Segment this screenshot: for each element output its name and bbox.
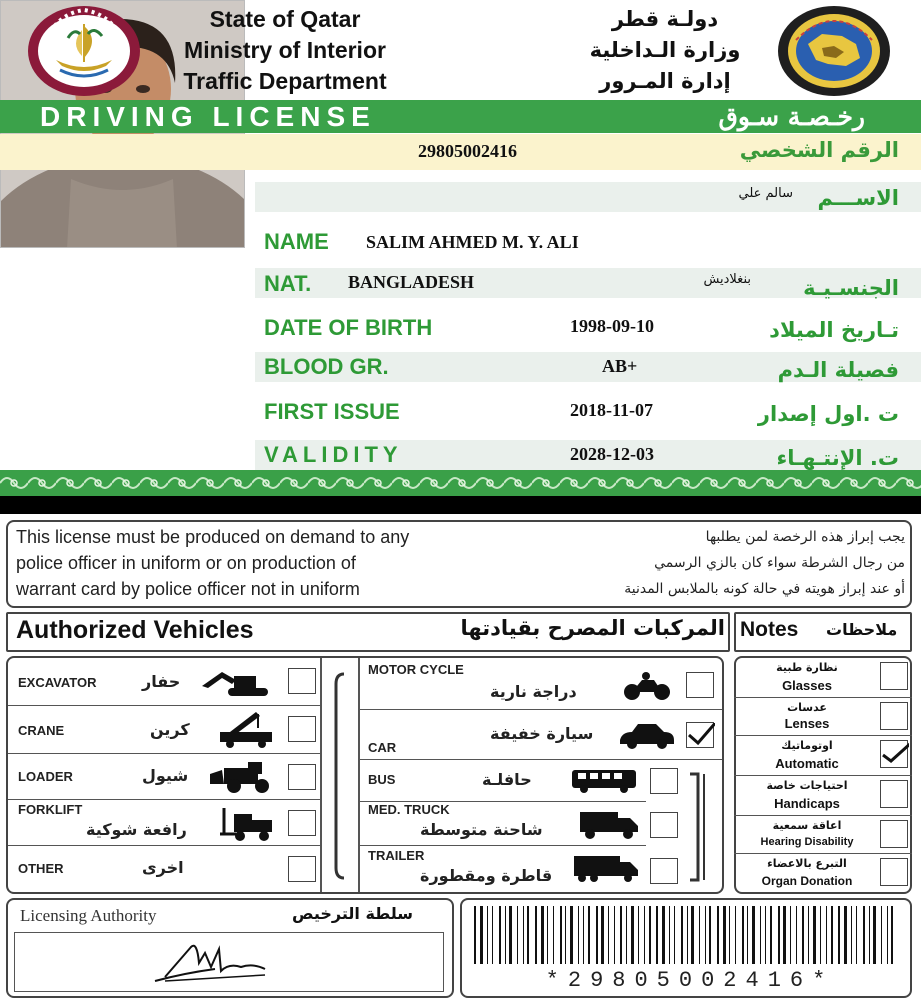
vehicle-label: MED. TRUCK <box>368 802 450 817</box>
note-label: Hearing Disability <box>760 836 854 848</box>
barcode-bar <box>891 906 893 964</box>
validity-label-ar: ت. الإنتـهـاء <box>776 446 899 470</box>
personal-number: 29805002416 <box>418 141 517 161</box>
vehicle-row-crane <box>8 706 320 754</box>
barcode-bar <box>578 906 579 964</box>
loader-checkbox[interactable] <box>288 764 316 790</box>
vehicle-row-bus <box>360 760 646 802</box>
notice-line-en: warrant card by police officer not in uniform <box>16 579 360 599</box>
note-row-organ-donation <box>734 854 912 894</box>
bus-icon <box>570 768 638 794</box>
authorized-vehicles-title: Authorized Vehicles <box>16 616 254 644</box>
barcode-bar <box>820 906 821 964</box>
barcode-bar <box>620 906 622 964</box>
personal-number-label-ar: الرقم الشخصي <box>739 138 899 162</box>
barcode-bar <box>492 906 493 964</box>
barcode-bar <box>856 906 857 964</box>
barcode-bar <box>560 906 562 964</box>
bus-checkbox[interactable] <box>650 768 678 794</box>
dob-label: DATE OF BIRTH <box>264 315 433 340</box>
decorative-pattern <box>0 470 921 496</box>
first-issue-label-ar: ت .اول إصدار <box>757 402 899 426</box>
nationality-value: BANGLADESH <box>348 272 475 292</box>
barcode-bar <box>790 906 791 964</box>
barcode-bar <box>535 906 537 964</box>
barcode-bar <box>869 906 870 964</box>
gcc-seal-icon <box>776 4 892 98</box>
barcode-bar <box>851 906 852 964</box>
barcode-bar <box>735 906 736 964</box>
barcode-bar <box>601 906 604 964</box>
note-row-automatic <box>734 736 912 776</box>
barcode-number: *29805002416* <box>545 968 835 993</box>
vehicle-row-loader <box>8 754 320 800</box>
excavator-icon <box>198 666 274 698</box>
nationality-label: NAT. <box>264 271 312 296</box>
name-value: SALIM AHMED M. Y. ALI <box>366 232 579 252</box>
vehicle-row-car <box>360 710 722 760</box>
vehicle-row-trailer <box>360 846 646 892</box>
header-ministry: Ministry of Interior <box>184 37 386 63</box>
barcode-bar <box>499 906 501 964</box>
notice-line-ar: يجب إبراز هذه الرخصة لمن يطلبها <box>705 529 905 545</box>
note-label-ar: احتياجات خاصة <box>766 779 848 792</box>
vehicle-label-ar: قاطرة ومقطورة <box>420 866 553 885</box>
barcode-bar <box>608 906 609 964</box>
barcode-bar <box>480 906 483 964</box>
barcode-bar <box>626 906 627 964</box>
document-title: DRIVING LICENSE <box>40 101 376 132</box>
header-state: State of Qatar <box>209 6 361 32</box>
vehicle-label-ar: دراجة نارية <box>490 682 577 701</box>
vehicle-row-motorcycle <box>360 658 722 710</box>
notice-line-ar: أو عند إبراز هويته في حالة كونه بالملابس المدنية <box>624 581 905 597</box>
barcode-bar <box>752 906 755 964</box>
vehicle-row-excavator <box>8 658 320 706</box>
barcode-bar <box>631 906 634 964</box>
other-checkbox[interactable] <box>288 856 316 882</box>
barcode-bar <box>565 906 566 964</box>
barcode-bar <box>873 906 876 964</box>
excavator-checkbox[interactable] <box>288 668 316 694</box>
note-label-ar: اوتوماتيك <box>781 739 833 752</box>
barcode-bar <box>709 906 711 964</box>
barcode-bar <box>644 906 645 964</box>
vehicle-label: CRANE <box>18 723 65 738</box>
document-title-ar: رخـصـة سـوق <box>718 102 865 131</box>
blood-label: BLOOD GR. <box>264 354 389 379</box>
barcode-bar <box>588 906 590 964</box>
name-label-ar: الاســـم <box>817 186 899 210</box>
barcode-bar <box>770 906 772 964</box>
vehicle-label: LOADER <box>18 769 73 784</box>
header-ministry-ar: وزارة الـداخلية <box>589 38 741 62</box>
validity-value: 2028-12-03 <box>570 444 654 464</box>
vehicle-label-ar: اخرى <box>142 858 184 877</box>
motorcycle-checkbox[interactable] <box>686 672 714 698</box>
notes-title-ar: ملاحظات <box>826 620 898 639</box>
vehicle-label: CAR <box>368 740 397 755</box>
barcode-bar <box>596 906 598 964</box>
barcode-bar <box>844 906 847 964</box>
car-icon <box>616 722 676 750</box>
trailer-icon <box>572 854 640 884</box>
barcode-bar <box>760 906 761 964</box>
barcode-bar <box>687 906 688 964</box>
barcode-bar <box>691 906 694 964</box>
note-label: Handicaps <box>774 796 840 811</box>
truck-icon <box>578 810 640 840</box>
barcode-bar <box>765 906 766 964</box>
barcode-bar <box>723 906 726 964</box>
barcode-bar <box>547 906 548 964</box>
vehicle-label-ar: حافلـة <box>482 770 532 789</box>
barcode-bar <box>669 906 670 964</box>
header-department: Traffic Department <box>183 68 387 94</box>
note-row-glasses <box>734 658 912 698</box>
barcode-bar <box>474 906 476 964</box>
barcode-bar <box>656 906 658 964</box>
barcode-bar <box>614 906 615 964</box>
vehicle-label-ar: حفار <box>142 672 181 691</box>
notice-line-en: This license must be produced on demand to any <box>16 527 410 547</box>
automatic-checkbox[interactable] <box>880 740 908 768</box>
vehicle-label-ar: شاحنة متوسطة <box>420 820 543 839</box>
vehicle-label-ar: رافعة شوكية <box>86 820 187 839</box>
barcode-bar <box>541 906 544 964</box>
barcode-bar <box>649 906 651 964</box>
vehicle-label: FORKLIFT <box>18 802 83 817</box>
header-department-ar: إدارة المـرور <box>599 69 731 93</box>
notes-title: Notes <box>740 618 799 641</box>
validity-label: VALIDITY <box>264 442 403 467</box>
handicaps-checkbox[interactable] <box>880 780 908 808</box>
barcode-bar <box>783 906 786 964</box>
vehicle-label: BUS <box>368 772 396 787</box>
barcode-bar <box>570 906 573 964</box>
pattern-icon <box>0 470 921 496</box>
barcode-bar <box>802 906 804 964</box>
barcode-bar <box>747 906 748 964</box>
dob-value: 1998-09-10 <box>570 316 654 336</box>
barcode-bar <box>717 906 719 964</box>
lenses-checkbox[interactable] <box>880 702 908 730</box>
barcode-bar <box>699 906 700 964</box>
barcode-bar <box>887 906 888 964</box>
header-state-ar: دولـة قطر <box>611 7 719 31</box>
note-label-ar: عدسات <box>787 701 827 714</box>
barcode-bar <box>674 906 675 964</box>
name-label: NAME <box>264 229 329 254</box>
first-issue-value: 2018-11-07 <box>570 400 653 420</box>
medium-truck-checkbox[interactable] <box>650 812 678 838</box>
vehicle-label-ar: سيارة خفيفة <box>490 724 594 743</box>
signature-area <box>14 932 444 992</box>
authorized-vehicles-title-ar: المركبات المصرح بقيادتها <box>460 616 725 640</box>
vehicle-label: EXCAVATOR <box>18 675 97 690</box>
note-label: Automatic <box>775 756 839 771</box>
loader-icon <box>208 760 276 794</box>
barcode-bar <box>553 906 554 964</box>
card-divider <box>0 496 921 514</box>
bracket-icon <box>326 664 354 888</box>
organ-donation-checkbox[interactable] <box>880 858 908 886</box>
bracket-icon <box>684 768 714 886</box>
check-icon <box>687 723 715 749</box>
barcode-bar <box>881 906 882 964</box>
barcode-bar <box>583 906 584 964</box>
vehicle-label: TRAILER <box>368 848 425 863</box>
note-label: Lenses <box>784 716 830 731</box>
note-row-handicaps <box>734 776 912 816</box>
barcode-bar <box>742 906 744 964</box>
barcode-bar <box>831 906 833 964</box>
note-label-ar: التبرع بالاعضاء <box>767 857 847 870</box>
note-label-ar: اعاقة سمعية <box>772 819 842 832</box>
barcode-bar <box>662 906 665 964</box>
barcode-bar <box>863 906 865 964</box>
check-icon <box>881 741 909 769</box>
vehicle-label-ar: شيول <box>142 766 189 785</box>
crane-checkbox[interactable] <box>288 716 316 742</box>
barcode-bar <box>509 906 512 964</box>
vehicle-row-forklift <box>8 800 320 846</box>
barcode-bar <box>505 906 506 964</box>
barcode-bar <box>778 906 780 964</box>
forklift-icon <box>218 806 276 842</box>
hearing-checkbox[interactable] <box>880 820 908 848</box>
notice-line-ar: من رجال الشرطة سواء كان بالزي الرسمي <box>654 555 905 571</box>
note-label: Organ Donation <box>761 874 853 888</box>
trailer-checkbox[interactable] <box>650 858 678 884</box>
vehicle-row-medium-truck <box>360 802 646 846</box>
barcode-bar <box>826 906 827 964</box>
first-issue-label: FIRST ISSUE <box>264 399 400 424</box>
notice-line-en: police officer in uniform or on production of <box>16 553 356 573</box>
barcode-bar <box>838 906 840 964</box>
barcode-bar <box>796 906 797 964</box>
car-checkbox[interactable] <box>686 722 714 748</box>
blood-value: AB+ <box>602 356 638 376</box>
license-back <box>0 514 921 1000</box>
barcode-bar <box>527 906 529 964</box>
name-value-ar: سالم علي <box>738 186 793 201</box>
glasses-checkbox[interactable] <box>880 662 908 690</box>
note-label: Glasses <box>782 678 832 693</box>
licensing-authority-label: Licensing Authority <box>20 906 157 925</box>
barcode-bar <box>638 906 639 964</box>
barcode-bar <box>808 906 809 964</box>
barcode-bar <box>487 906 488 964</box>
note-row-hearing <box>734 816 912 854</box>
license-front <box>0 0 921 496</box>
barcode-bar <box>729 906 730 964</box>
forklift-checkbox[interactable] <box>288 810 316 836</box>
vehicle-label: MOTOR CYCLE <box>368 662 464 677</box>
barcode-bar <box>517 906 518 964</box>
vehicle-label: OTHER <box>18 861 64 876</box>
nationality-label-ar: الجنسـيـة <box>803 276 899 300</box>
nationality-value-ar: بنغلاديش <box>703 272 751 287</box>
licensing-authority-label-ar: سلطة الترخيص <box>292 904 413 923</box>
vehicle-row-other <box>8 846 320 892</box>
note-label-ar: نظارة طبية <box>776 661 838 674</box>
note-row-lenses <box>734 698 912 736</box>
barcode <box>474 906 898 964</box>
column-divider <box>320 658 322 892</box>
barcode-bar <box>705 906 706 964</box>
barcode-bar <box>523 906 524 964</box>
blood-label-ar: فصيلة الـدم <box>777 358 899 382</box>
signature-icon <box>15 933 445 993</box>
vehicle-label-ar: كرين <box>150 720 190 739</box>
motorcycle-icon <box>622 670 672 702</box>
crane-icon <box>216 710 276 750</box>
barcode-bar <box>813 906 816 964</box>
dob-label-ar: تـاريخ الميلاد <box>769 318 899 342</box>
barcode-bar <box>681 906 683 964</box>
